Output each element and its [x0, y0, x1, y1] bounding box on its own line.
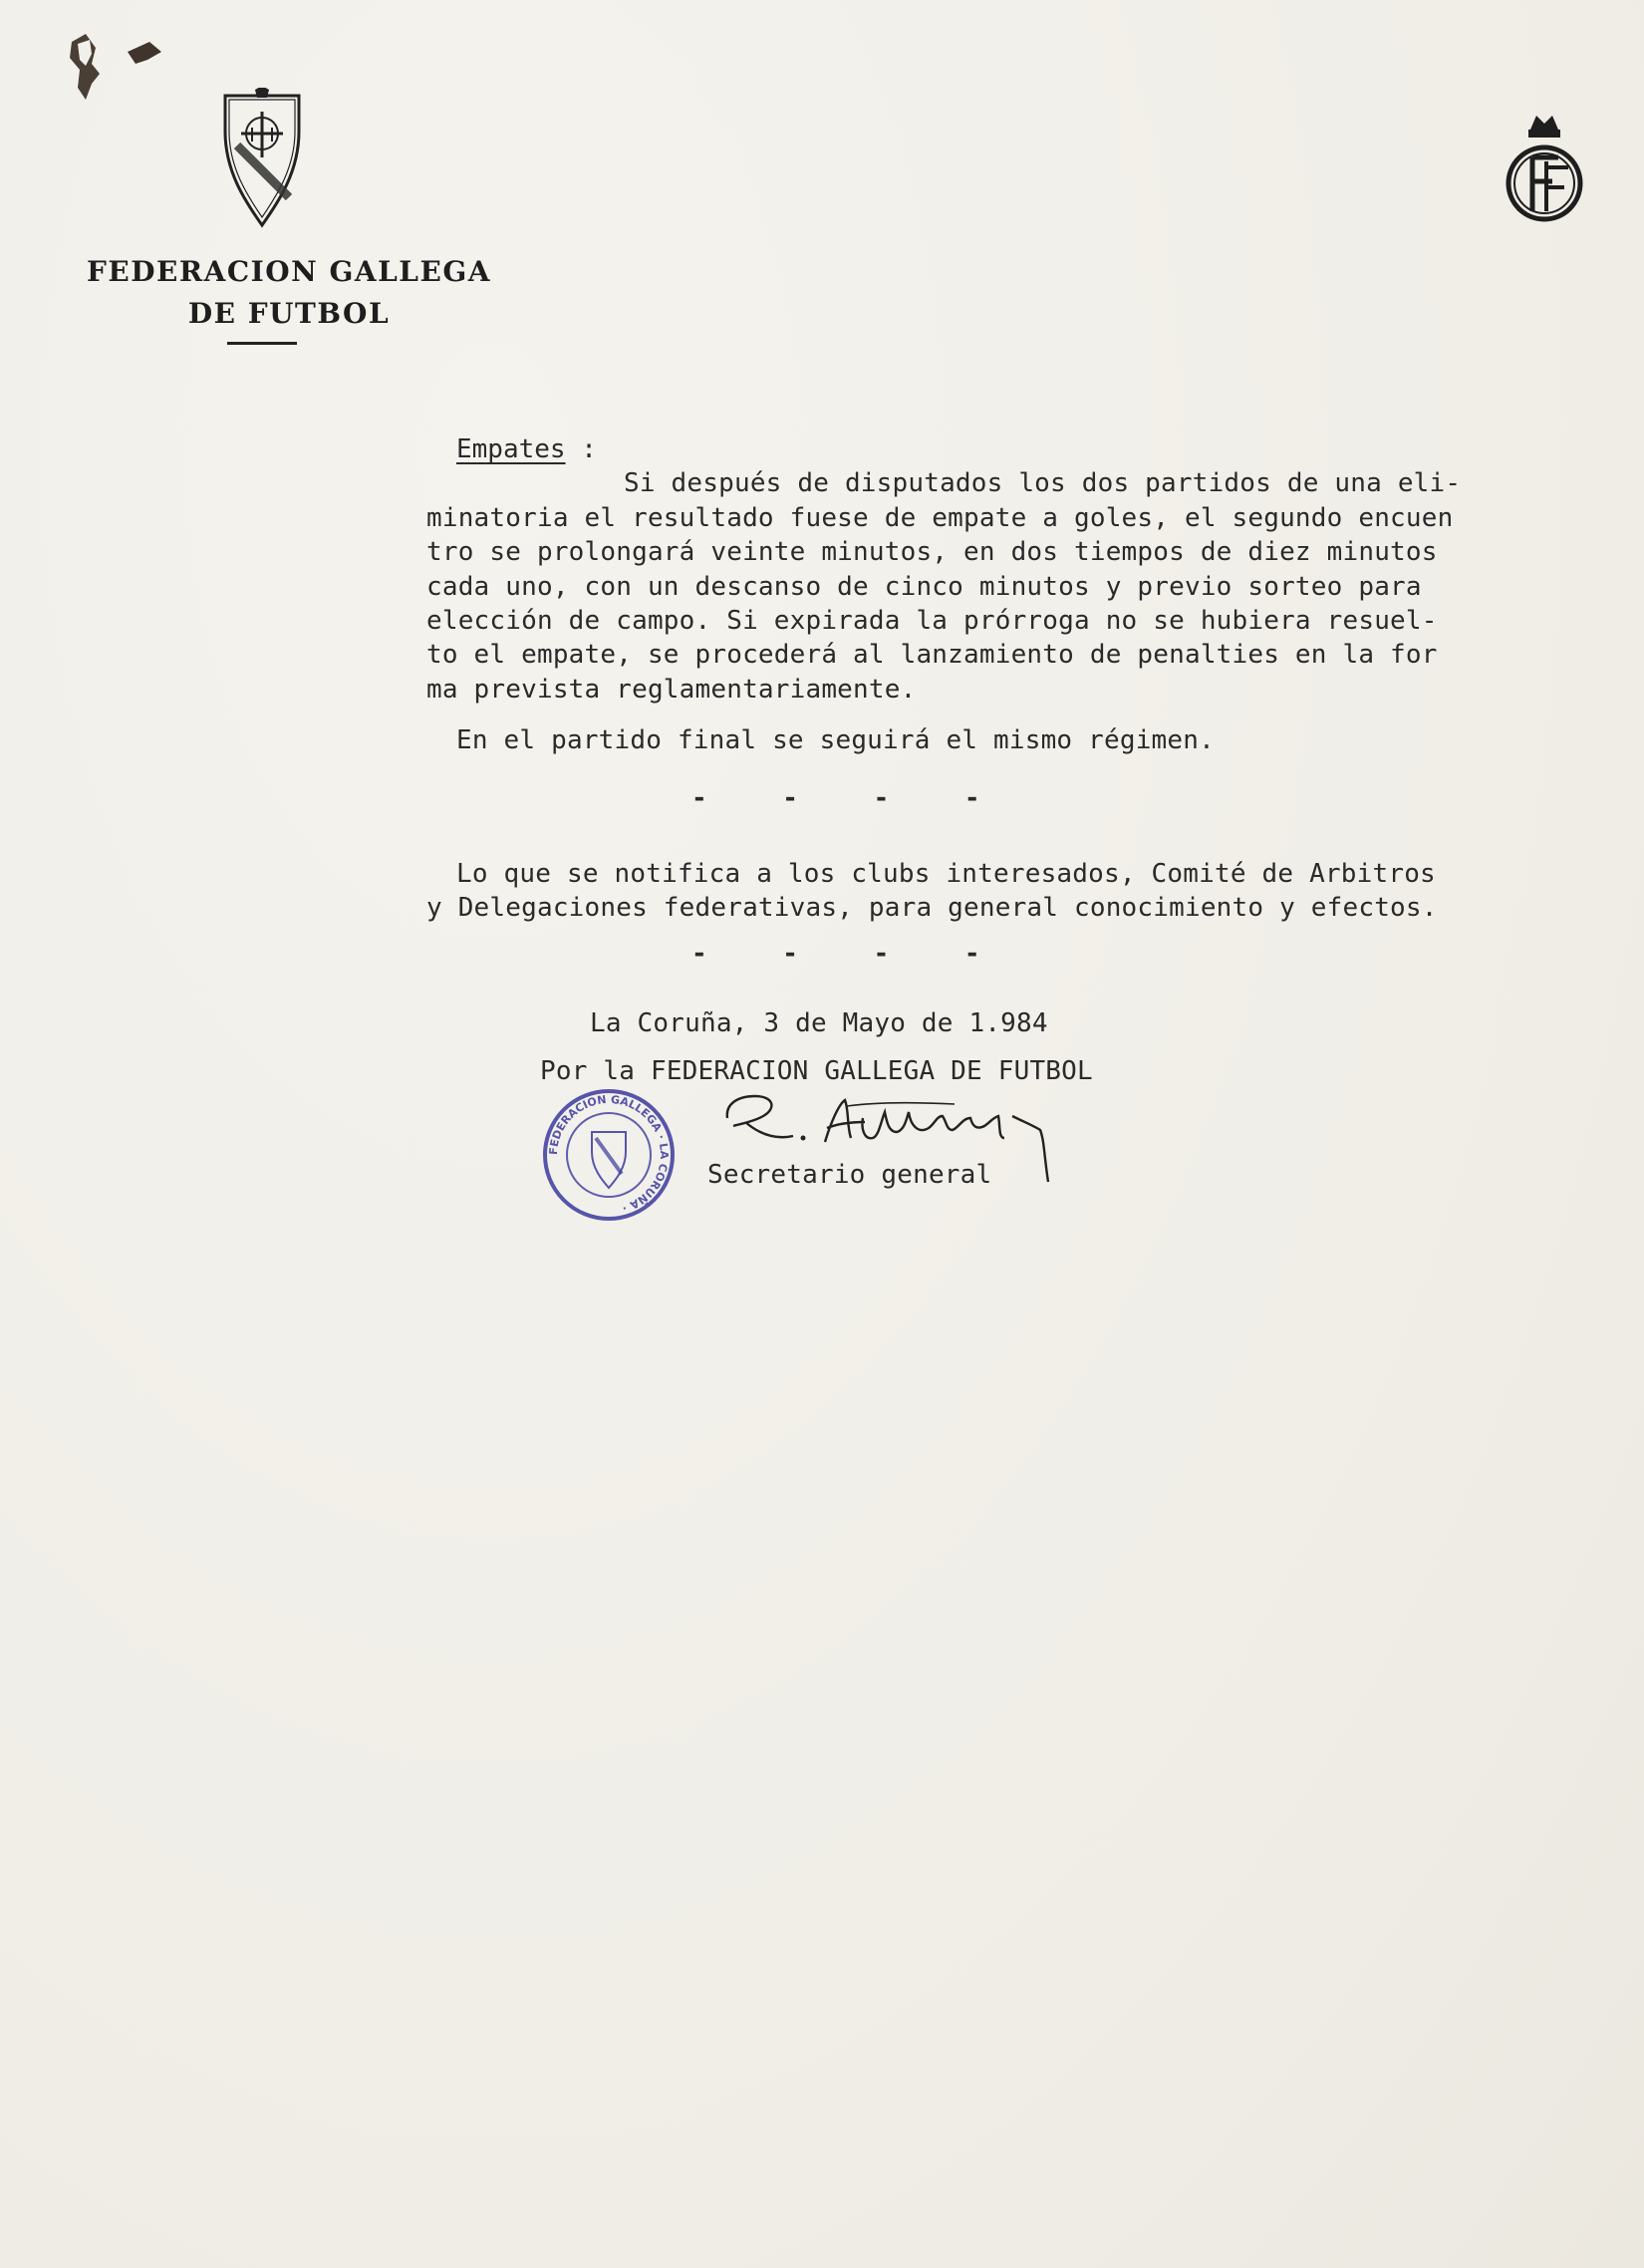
federation-crest-icon [219, 88, 305, 229]
date-line: La Coruña, 3 de Mayo de 1.984 [590, 1008, 1048, 1038]
section-heading-colon: : [565, 434, 597, 464]
separator: - - - - [691, 939, 1010, 969]
federation-seal-stamp [534, 1088, 684, 1222]
paragraph-line: tro se prolongará veinte minutos, en dos tiempos de diez minutos [426, 537, 1438, 567]
paper-stain [66, 30, 175, 120]
notice-line: Lo que se notifica a los clubs interesados, Comité de Arbitros [456, 859, 1436, 889]
rfef-crest-icon [1503, 112, 1586, 227]
paragraph-line: Si después de disputados los dos partidos de una eli- [624, 468, 1462, 498]
signatory-line: Por la FEDERACION GALLEGA DE FUTBOL [540, 1056, 1093, 1086]
letterhead-rule [227, 342, 297, 345]
section-heading-label: Empates [456, 434, 566, 464]
paragraph-line: elección de campo. Si expirada la prórroga no se hubiera resuel- [426, 606, 1438, 636]
paragraph-line: ma prevista reglamentariamente. [426, 675, 917, 705]
section-heading [456, 434, 597, 464]
svg-text:FEDERACION GALLEGA · LA CORUÑA: FEDERACION GALLEGA · LA CORUÑA · [546, 1092, 672, 1216]
separator: - - - - [691, 783, 1010, 813]
org-name-line1: FEDERACION GALLEGA [87, 255, 491, 288]
final-match-paragraph: En el partido final se seguirá el mismo régimen. [456, 725, 1215, 755]
paragraph-line: minatoria el resultado fuese de empate a goles, el segundo encuen [426, 503, 1454, 533]
notice-line: y Delegaciones federativas, para general conocimiento y efectos. [426, 893, 1438, 923]
org-name-line2: DE FUTBOL [187, 297, 391, 330]
signatory-role: Secretario general [707, 1160, 992, 1190]
letterhead-organization [40, 251, 538, 335]
paragraph-line: cada uno, con un descanso de cinco minutos y previo sorteo para [426, 572, 1422, 602]
paragraph-line: to el empate, se procederá al lanzamiento de penalties en la for [426, 640, 1438, 670]
